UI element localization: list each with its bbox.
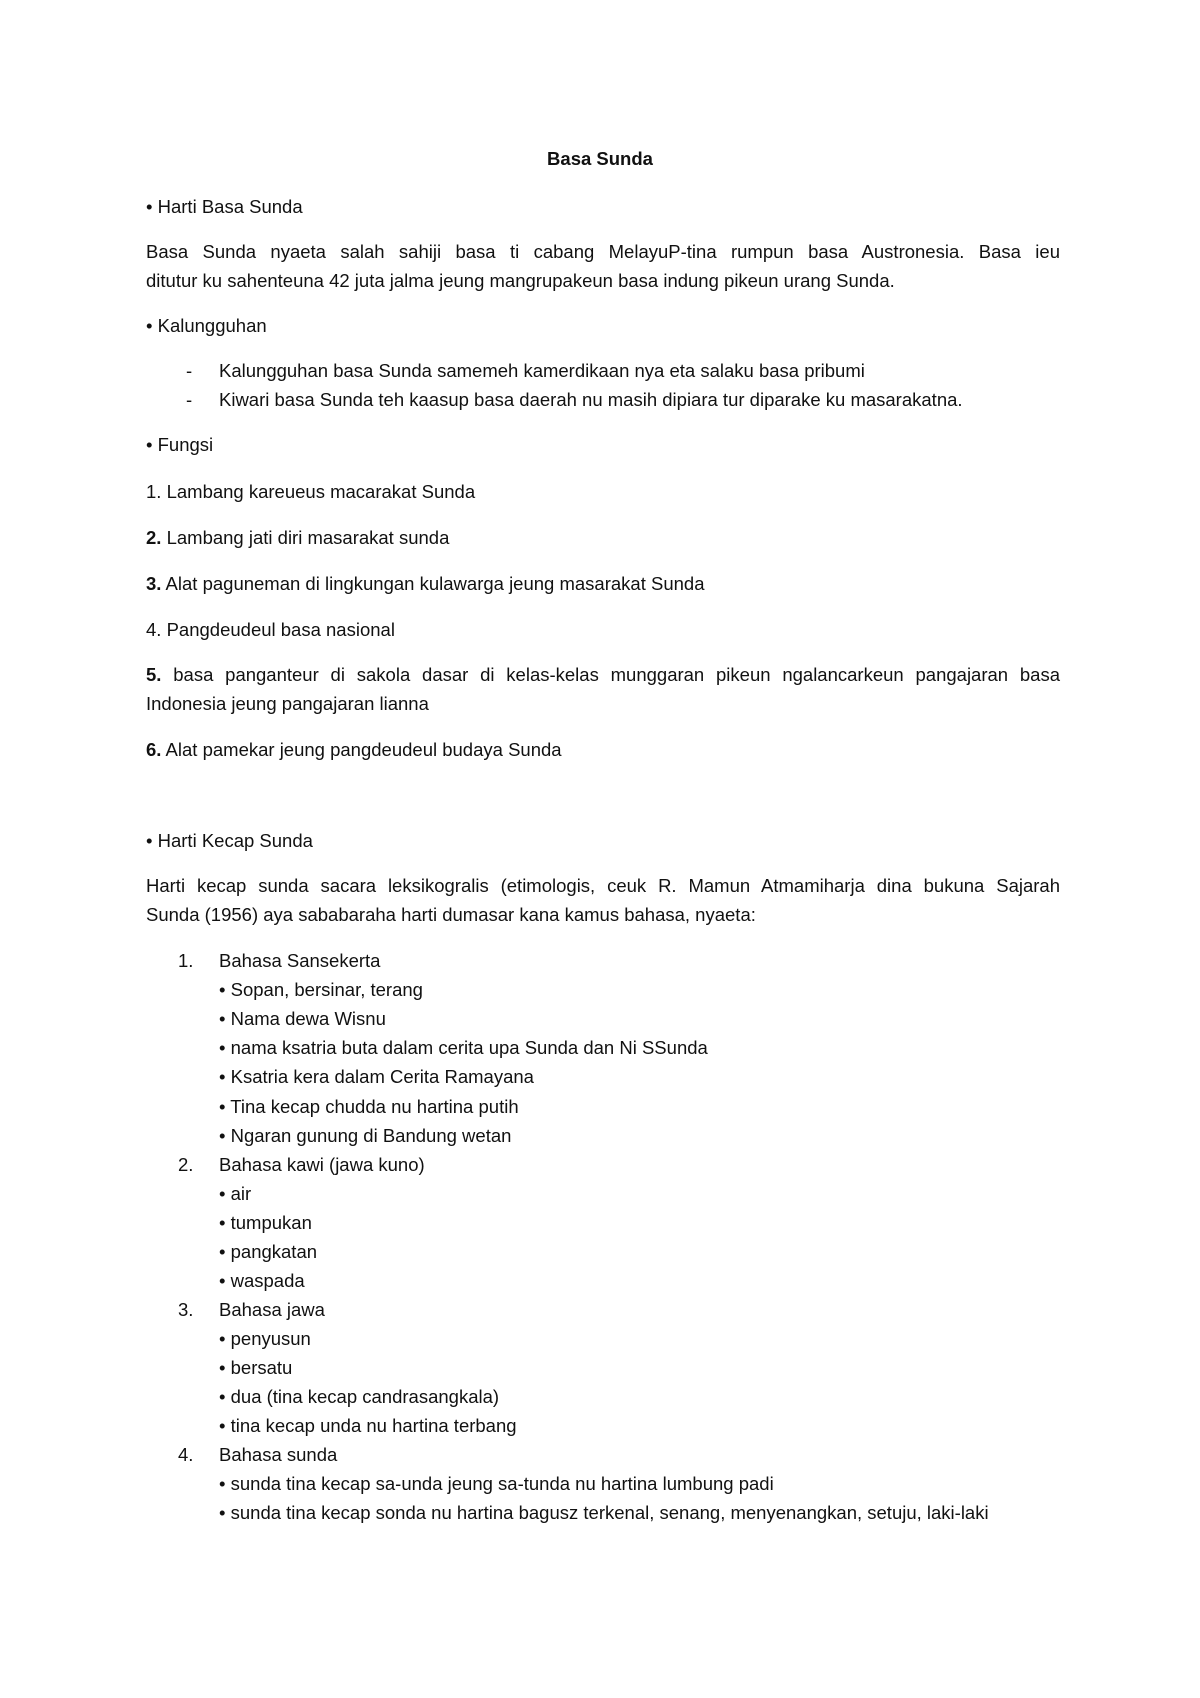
list-item	[146, 527, 449, 549]
item-text: basa panganteur di sakola dasar di kelas-kelas munggaran pikeun ngalancarkeun pangajaran basa	[161, 664, 1060, 685]
paragraph-line: Basa Sunda nyaeta salah sahiji basa ti cabang MelayuP-tina rumpun basa Austronesia. Basa ieu	[146, 241, 1060, 262]
sub-item: • bersatu	[219, 1357, 293, 1378]
list-number: 1.	[178, 950, 194, 971]
item-text: Alat pamekar jeung pangdeudeul budaya Sunda	[161, 739, 562, 760]
list-number: 3.	[178, 1299, 194, 1320]
item-number: 3.	[146, 573, 162, 594]
item-text: Lambang kareueus macarakat Sunda	[161, 481, 476, 502]
list-label: Bahasa jawa	[219, 1299, 325, 1320]
paragraph-line: Sunda (1956) aya sababaraha harti dumasar kana kamus bahasa, nyaeta:	[146, 904, 756, 925]
sub-item: • sunda tina kecap sa-unda jeung sa-tunda nu hartina lumbung padi	[219, 1473, 774, 1494]
sub-item: • dua (tina kecap candrasangkala)	[219, 1386, 500, 1407]
list-label: Bahasa Sansekerta	[219, 950, 381, 971]
item-text: Lambang jati diri masarakat sunda	[161, 527, 450, 548]
list-item: Kiwari basa Sunda teh kaasup basa daerah nu masih dipiara tur diparake ku masarakatna.	[219, 389, 963, 410]
list-number: 2.	[178, 1154, 194, 1175]
dash-marker: -	[186, 389, 193, 410]
item-number: 2.	[146, 527, 162, 548]
list-item-continuation: Indonesia jeung pangajaran lianna	[146, 693, 429, 714]
sub-item: • waspada	[219, 1270, 305, 1291]
sub-item: • Ngaran gunung di Bandung wetan	[219, 1125, 512, 1146]
list-label: Bahasa kawi (jawa kuno)	[219, 1154, 425, 1175]
list-number: 4.	[178, 1444, 194, 1465]
sub-item: • Nama dewa Wisnu	[219, 1008, 386, 1029]
heading-fungsi: • Fungsi	[146, 434, 214, 455]
list-label: Bahasa sunda	[219, 1444, 338, 1465]
paragraph-line: ditutur ku sahenteuna 42 juta jalma jeung mangrupakeun basa indung pikeun urang Sunda.	[146, 270, 895, 291]
list-item	[146, 573, 704, 595]
paragraph-line: Harti kecap sunda sacara leksikogralis (etimologis, ceuk R. Mamun Atmamiharja dina bukuna Sajarah	[146, 875, 1060, 896]
list-item: Kalungguhan basa Sunda samemeh kamerdikaan nya eta salaku basa pribumi	[219, 360, 865, 381]
item-number: 1.	[146, 481, 162, 502]
item-text: Pangdeudeul basa nasional	[161, 619, 395, 640]
item-number: 5.	[146, 664, 162, 685]
list-item	[146, 481, 475, 503]
sub-item: • pangkatan	[219, 1241, 318, 1262]
dash-marker: -	[186, 360, 193, 381]
heading-harti-kecap-sunda: • Harti Kecap Sunda	[146, 830, 313, 851]
sub-item: • air	[219, 1183, 252, 1204]
list-item	[146, 739, 562, 761]
item-number: 6.	[146, 739, 162, 760]
sub-item: • Tina kecap chudda nu hartina putih	[219, 1096, 519, 1117]
list-item	[146, 619, 395, 641]
heading-harti-basa-sunda: • Harti Basa Sunda	[146, 196, 303, 217]
sub-item: • nama ksatria buta dalam cerita upa Sunda dan Ni SSunda	[219, 1037, 708, 1058]
sub-item: • Ksatria kera dalam Cerita Ramayana	[219, 1066, 534, 1087]
item-text: Alat paguneman di lingkungan kulawarga jeung masarakat Sunda	[161, 573, 705, 594]
list-item	[146, 664, 1060, 686]
sub-item: • tina kecap unda nu hartina terbang	[219, 1415, 517, 1436]
document-title: Basa Sunda	[547, 148, 653, 169]
sub-item: • penyusun	[219, 1328, 311, 1349]
sub-item: • Sopan, bersinar, terang	[219, 979, 423, 1000]
sub-item: • tumpukan	[219, 1212, 312, 1233]
heading-kalungguhan: • Kalungguhan	[146, 315, 267, 336]
item-number: 4.	[146, 619, 162, 640]
sub-item: • sunda tina kecap sonda nu hartina bagusz terkenal, senang, menyenangkan, setuju, laki-laki	[219, 1502, 989, 1523]
